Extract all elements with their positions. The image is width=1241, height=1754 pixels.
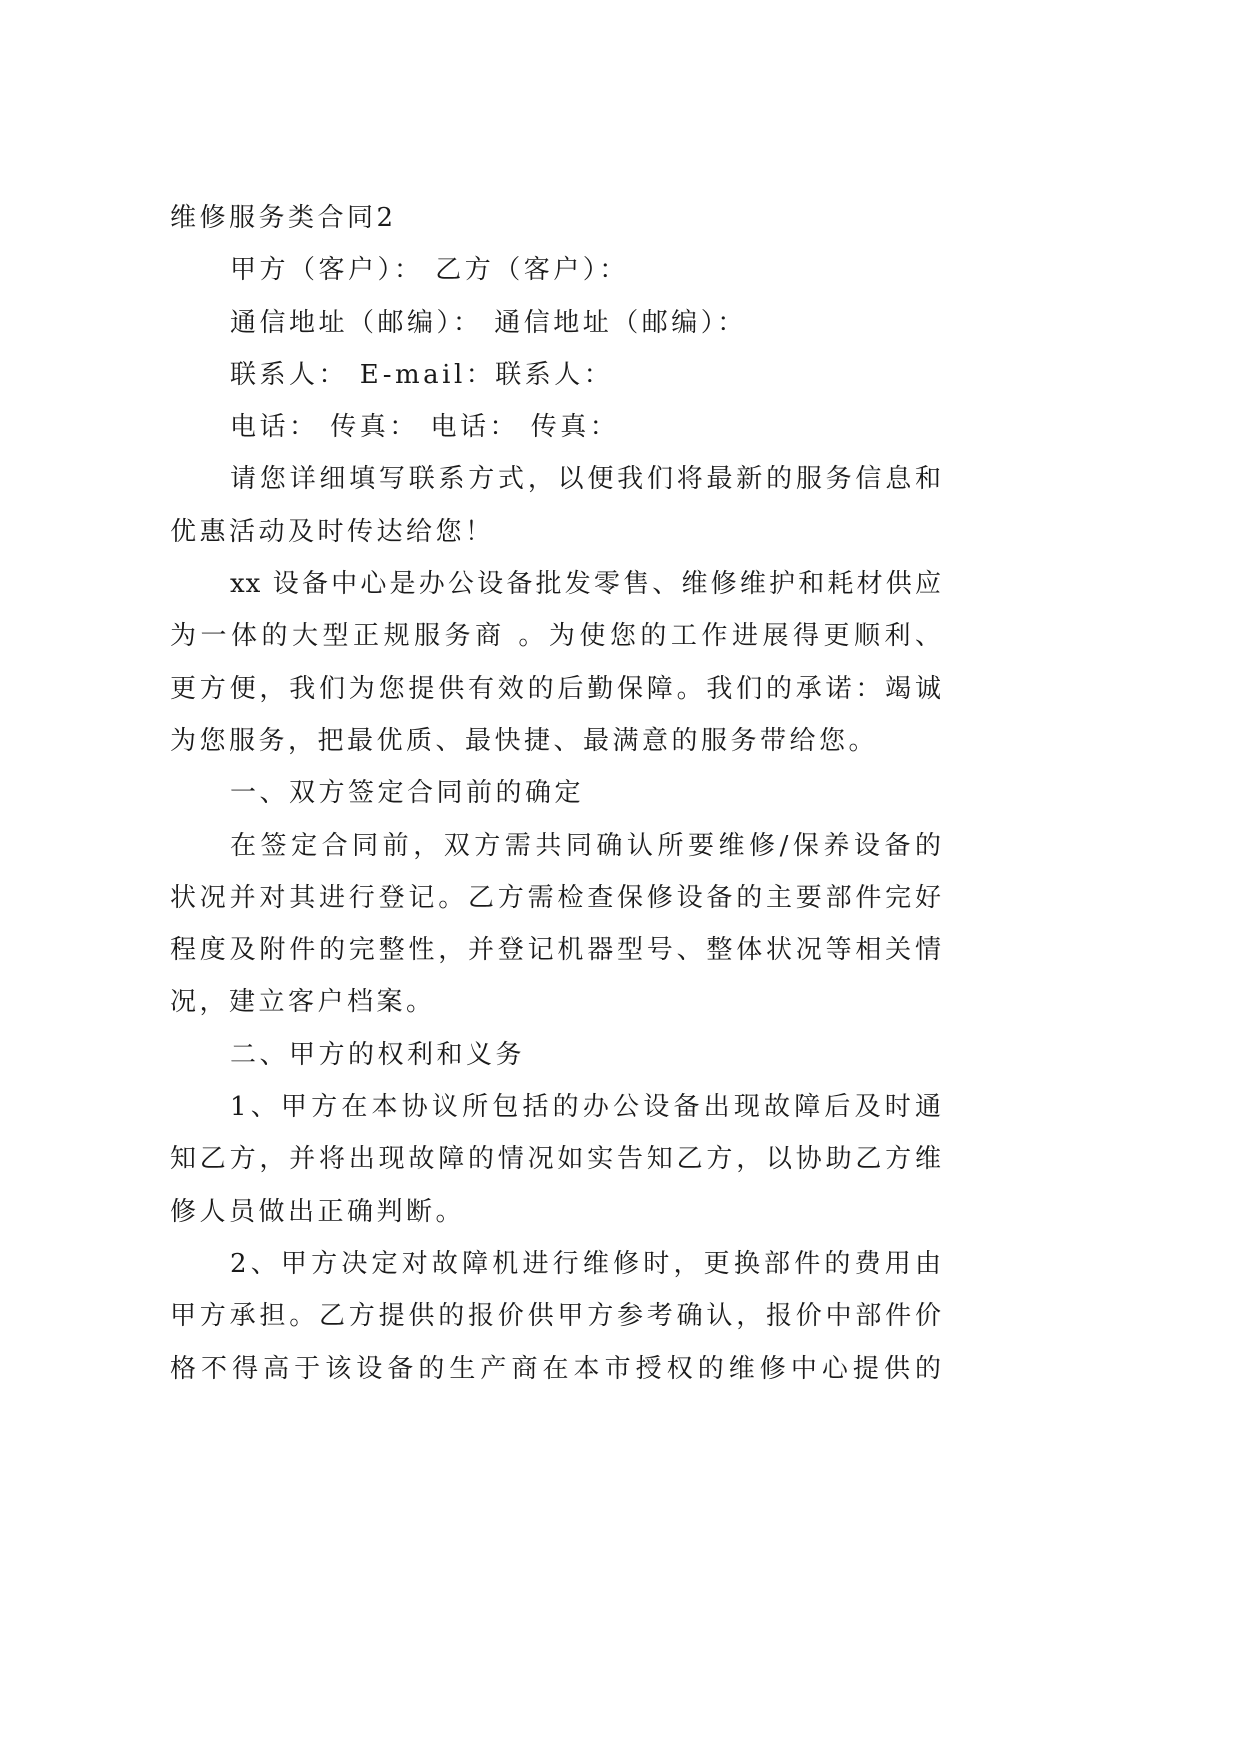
clause-item <box>170 1081 942 1238</box>
paragraph-line: 状况并对其进行登记。乙方需检查保修设备的主要部件完好 <box>170 882 942 913</box>
paragraph-line: 程度及附件的完整性，并登记机器型号、整体状况等相关情 <box>170 935 942 966</box>
paragraph-line: 甲方承担。乙方提供的报价供甲方参考确认，报价中部件价 <box>170 1301 942 1332</box>
about-paragraph <box>170 558 942 767</box>
party-phone-fax-line: 电话： 传真： 电话： 传真： <box>230 412 620 443</box>
section-2 <box>170 1029 942 1395</box>
paragraph-line: 况，建立客户档案。 <box>170 987 436 1018</box>
paragraph-line: 2、甲方决定对故障机进行维修时，更换部件的费用由 <box>230 1248 942 1279</box>
party-name-line: 甲方（客户）： 乙方（客户）： <box>230 255 629 286</box>
party-address-line: 通信地址（邮编）： 通信地址（邮编）： <box>230 307 747 338</box>
paragraph-line: 优惠活动及时传达给您！ <box>170 516 495 547</box>
paragraph-line: 为您服务，把最优质、最快捷、最满意的服务带给您。 <box>170 725 879 756</box>
paragraph-line: 请您详细填写联系方式，以便我们将最新的服务信息和 <box>230 464 942 495</box>
paragraph-line: 知乙方，并将出现故障的情况如实告知乙方，以协助乙方维 <box>170 1144 942 1175</box>
intro-paragraph <box>170 453 942 558</box>
paragraph-line: 修人员做出正确判断。 <box>170 1196 466 1227</box>
paragraph-line: 格不得高于该设备的生产商在本市授权的维修中心提供的 <box>170 1353 942 1384</box>
paragraph-line: 为一体的大型正规服务商 。为使您的工作进展得更顺利、 <box>170 621 942 652</box>
paragraph-line: 在签定合同前，双方需共同确认所要维修/保养设备的 <box>230 830 942 861</box>
document-title: 维修服务类合同2 <box>170 203 397 233</box>
paragraph-line: 1、甲方在本协议所包括的办公设备出现故障后及时通 <box>230 1092 942 1123</box>
clause-item <box>170 1238 942 1395</box>
paragraph-line: 更方便，我们为您提供有效的后勤保障。我们的承诺：竭诚 <box>170 673 942 704</box>
paragraph-line: xx 设备中心是办公设备批发零售、维修维护和耗材供应 <box>230 569 942 600</box>
party-contact-line: 联系人： E-mail：联系人： <box>230 359 614 390</box>
section-1 <box>170 767 942 1028</box>
document-page <box>170 192 942 1395</box>
section-heading: 一、双方签定合同前的确定 <box>230 778 585 809</box>
section-heading: 二、甲方的权利和义务 <box>230 1039 526 1070</box>
party-fields <box>170 244 942 453</box>
